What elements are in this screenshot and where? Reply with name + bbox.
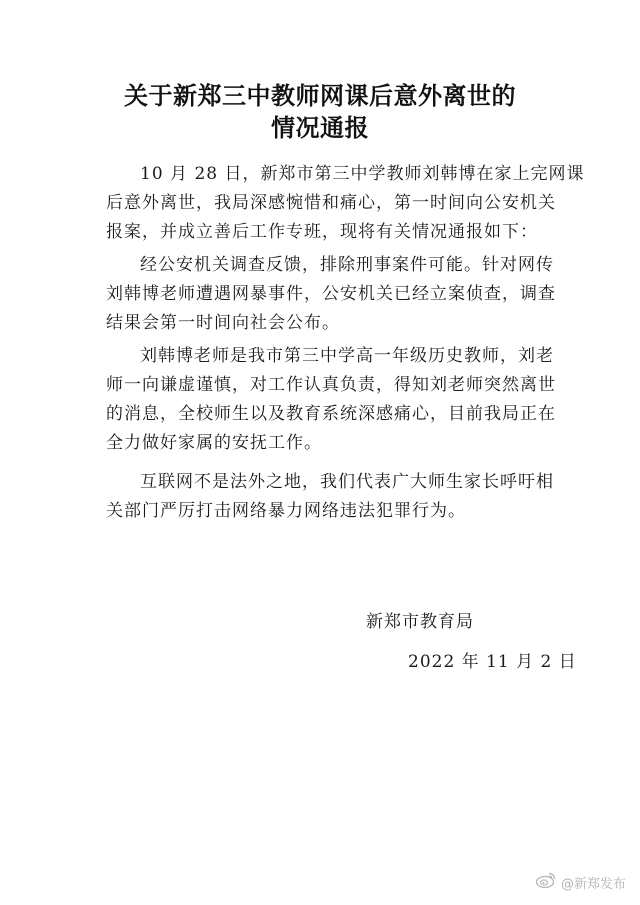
paragraph-line: 师一向谦虚谨慎，对工作认真负责，得知刘老师突然离世 (106, 375, 556, 395)
paragraph-line: 互联网不是法外之地，我们代表广大师生家长呼吁相 (140, 472, 554, 492)
paragraph-line: 的消息，全校师生以及教育系统深感痛心，目前我局正在 (106, 404, 556, 424)
signature-date: 2022 年 11 月 2 日 (408, 652, 577, 672)
paragraph-line: 10 月 28 日，新郑市第三中学教师刘韩博在家上完网课 (140, 164, 585, 184)
paragraph-line: 结果会第一时间向社会公布。 (106, 313, 340, 333)
paragraph-line: 后意外离世，我局深感惋惜和痛心，第一时间向公安机关 (106, 193, 556, 213)
paragraph-3 (106, 342, 556, 458)
title-line-1: 关于新郑三中教师网课后意外离世的 (124, 82, 516, 110)
signature-organization: 新郑市教育局 (366, 612, 474, 632)
paragraph-2 (106, 251, 556, 338)
paragraph-line: 刘韩博老师是我市第三中学高一年级历史教师，刘老 (140, 346, 554, 366)
paragraph-line: 关部门严厉打击网络暴力网络违法犯罪行为。 (106, 501, 466, 521)
title-line-2: 情况通报 (271, 114, 369, 142)
paragraph-line: 经公安机关调查反馈，排除刑事案件可能。针对网传 (140, 255, 554, 275)
document-body (106, 160, 585, 530)
paragraph-line: 报案，并成立善后工作专班，现将有关情况通报如下： (106, 222, 538, 242)
paragraph-line: 全力做好家属的安抚工作。 (106, 433, 322, 453)
paragraph-4 (106, 468, 554, 526)
paragraph-line: 刘韩博老师遭遇网暴事件，公安机关已经立案侦查，调查 (106, 284, 556, 304)
weibo-logo-icon (535, 871, 557, 893)
watermark (535, 871, 626, 893)
watermark-text: @新郑发布 (560, 876, 626, 892)
paragraph-1 (106, 160, 585, 247)
